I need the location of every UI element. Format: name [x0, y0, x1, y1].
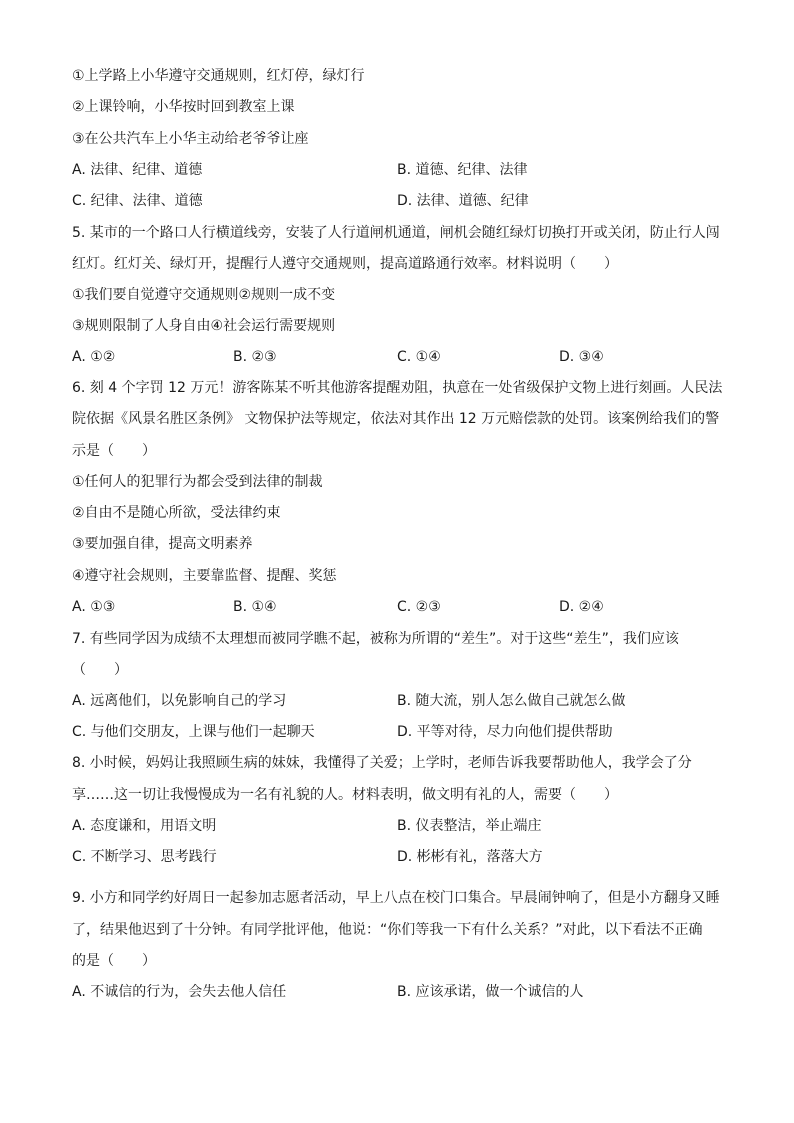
- q7-option-a: A. 远离他们，以免影响自己的学习: [72, 693, 287, 709]
- q7-option-d: D. 平等对待，尽力向他们提供帮助: [397, 724, 613, 740]
- q4-option-d: D. 法律、道德、纪律: [397, 193, 529, 209]
- q5-option-a: A. ①②: [72, 349, 116, 365]
- q8-stem-line-1: 8. 小时候，妈妈让我照顾生病的妹妹，我懂得了关爱；上学时，老师告诉我要帮助他人，我学会了分: [72, 755, 692, 771]
- q5-item-2: ③规则限制了人身自由④社会运行需要规则: [72, 318, 336, 334]
- q4-item-1: ①上学路上小华遵守交通规则，红灯停，绿灯行: [72, 68, 365, 84]
- q4-option-a: A. 法律、纪律、道德: [72, 162, 203, 178]
- q7-stem-line-2: （ ）: [72, 662, 128, 678]
- q8-stem-line-2: 享……这一切让我慢慢成为一名有礼貌的人。材料表明，做文明有礼的人，需要（ ）: [72, 787, 618, 803]
- q6-item-2: ②自由不是随心所欲，受法律约束: [72, 505, 281, 521]
- q8-option-b: B. 仪表整洁，举止端庄: [397, 818, 542, 834]
- q5-option-b: B. ②③: [233, 349, 277, 365]
- q5-stem-line-2: 红灯。红灯关、绿灯开，提醒行人遵守交通规则，提高道路通行效率。材料说明（ ）: [72, 256, 618, 272]
- q9-option-a: A. 不诚信的行为，会失去他人信任: [72, 984, 287, 1000]
- q7-stem-line-1: 7. 有些同学因为成绩不太理想而被同学瞧不起，被称为所谓的“差生”。对于这些“差生”，我们应该: [72, 631, 679, 647]
- q9-stem-line-3: 的是（ ）: [72, 953, 156, 969]
- q9-stem-line-2: 了，结果他迟到了十分钟。有同学批评他，他说：“你们等我一下有什么关系？”对此，以下看法不正确: [72, 922, 703, 938]
- q9-stem-line-1: 9. 小方和同学约好周日一起参加志愿者活动，早上八点在校门口集合。早晨闹钟响了，但是小方翻身又睡: [72, 890, 720, 906]
- q6-option-b: B. ①④: [233, 599, 277, 615]
- q5-item-1: ①我们要自觉遵守交通规则②规则一成不变: [72, 287, 336, 303]
- q5-option-d: D. ③④: [559, 349, 604, 365]
- q8-option-d: D. 彬彬有礼，落落大方: [397, 849, 543, 865]
- q7-option-c: C. 与他们交朋友，上课与他们一起聊天: [72, 724, 315, 740]
- q6-stem-line-3: 示是（ ）: [72, 443, 156, 459]
- q5-option-c: C. ①④: [397, 349, 441, 365]
- q6-option-c: C. ②③: [397, 599, 441, 615]
- q6-stem-line-1: 6. 刻 4 个字罚 12 万元！游客陈某不听其他游客提醒劝阻，执意在一处省级保护文物上进行刻画。人民法: [72, 380, 723, 396]
- q8-option-c: C. 不断学习、思考践行: [72, 849, 217, 865]
- q4-item-2: ②上课铃响，小华按时回到教室上课: [72, 99, 295, 115]
- q6-item-1: ①任何人的犯罪行为都会受到法律的制裁: [72, 474, 323, 490]
- q4-option-c: C. 纪律、法律、道德: [72, 193, 203, 209]
- q6-option-a: A. ①③: [72, 599, 116, 615]
- q6-stem-line-2: 院依据《风景名胜区条例》 文物保护法等规定，依法对其作出 12 万元赔偿款的处罚。该案例给我们的警: [72, 411, 720, 427]
- q6-item-4: ④遵守社会规则，主要靠监督、提醒、奖惩: [72, 568, 337, 584]
- q5-stem-line-1: 5. 某市的一个路口人行横道线旁，安装了人行道闸机通道，闸机会随红绿灯切换打开或关闭，防止行人闯: [72, 225, 720, 241]
- q4-option-b: B. 道德、纪律、法律: [397, 162, 528, 178]
- q6-option-d: D. ②④: [559, 599, 604, 615]
- q9-option-b: B. 应该承诺，做一个诚信的人: [397, 984, 584, 1000]
- q6-item-3: ③要加强自律，提高文明素养: [72, 536, 253, 552]
- q7-option-b: B. 随大流，别人怎么做自己就怎么做: [397, 693, 626, 709]
- q4-item-3: ③在公共汽车上小华主动给老爷爷让座: [72, 131, 309, 147]
- q8-option-a: A. 态度谦和，用语文明: [72, 818, 217, 834]
